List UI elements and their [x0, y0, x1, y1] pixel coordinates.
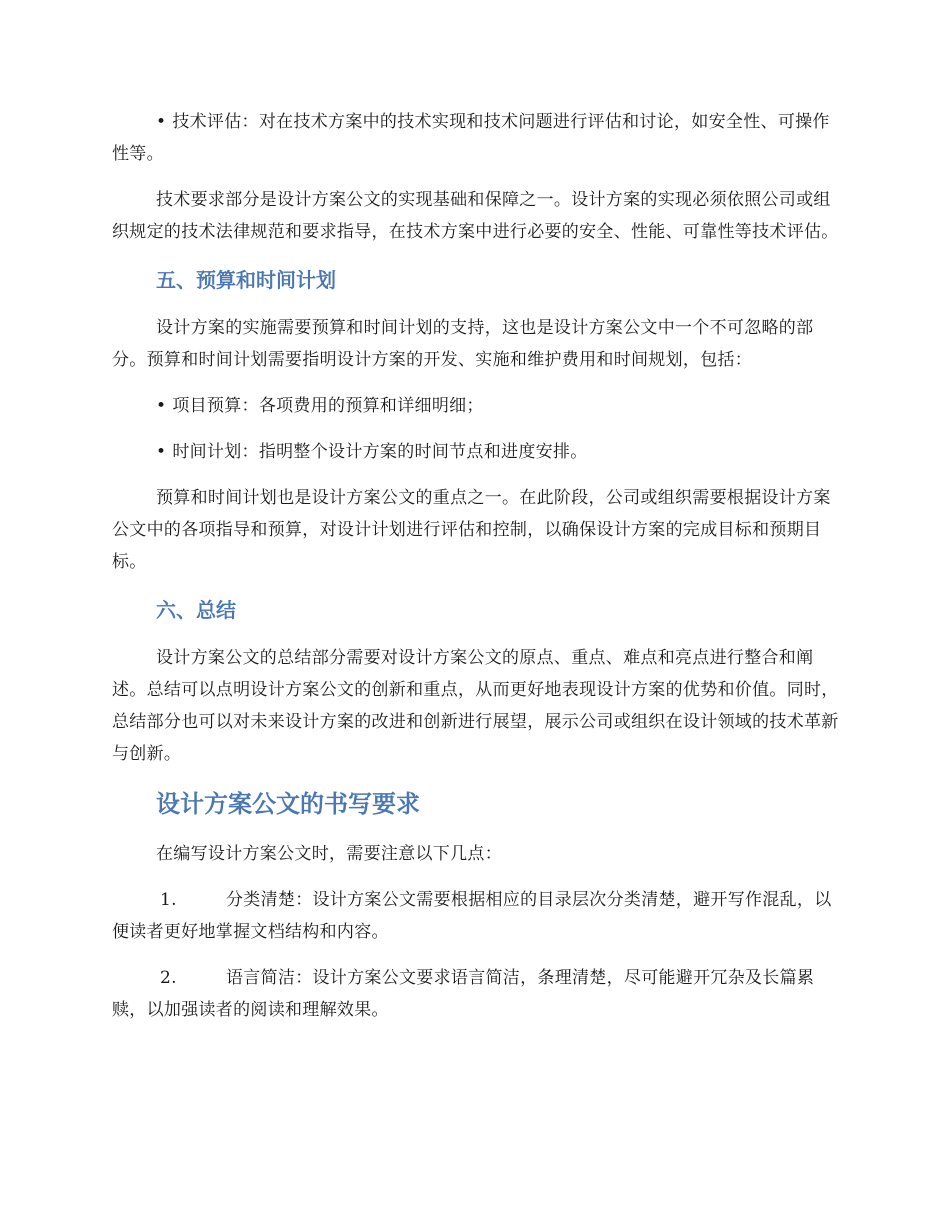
bullet-text: 时间计划：指明整个设计方案的时间节点和进度安排。 — [172, 442, 588, 462]
item-number: 2. — [160, 968, 177, 988]
section-heading-budget-schedule: 五、预算和时间计划 — [156, 268, 336, 292]
chapter-heading-writing-requirements: 设计方案公文的书写要求 — [156, 790, 420, 818]
bullet-text: 技术评估：对在技术方案中的技术实现和技术问题进行评估和讨论，如安全性、可操作性等。 — [112, 112, 830, 164]
numbered-item-classification — [112, 884, 842, 948]
item-text: 语言简洁：设计方案公文要求语言简洁，条理清楚，尽可能避开冗杂及长篇累赎，以加强读者的阅读和理解效果。 — [112, 968, 815, 1020]
bullet-project-budget — [112, 390, 842, 422]
numbered-item-language — [112, 962, 842, 1026]
bullet-time-plan — [112, 436, 842, 468]
bullet-text: 项目预算：各项费用的预算和详细明细； — [172, 396, 484, 416]
paragraph-writing-intro: 在编写设计方案公文时，需要注意以下几点： — [156, 844, 502, 864]
section-heading-summary: 六、总结 — [156, 598, 236, 622]
paragraph-budget-importance: 预算和时间计划也是设计方案公文的重点之一。在此阶段，公司或组织需要根据设计方案公文中的各项指导和预算，对设计计划进行评估和控制，以确保设计方案的完成目标和预期目标。 — [112, 488, 831, 572]
bullet-technical-evaluation — [112, 106, 842, 170]
bullet-dot: • — [156, 112, 167, 132]
bullet-dot: • — [156, 442, 167, 462]
bullet-dot: • — [156, 396, 167, 416]
paragraph-summary: 设计方案公文的总结部分需要对设计方案公文的原点、重点、难点和亮点进行整合和阐述。总结可以点明设计方案公文的创新和重点，从而更好地表现设计方案的优势和价值。同时，总结部分也可以对未来设计方案的改进和创新进行展望，展示公司或组织在设计领域的技术革新与创新。 — [112, 648, 839, 764]
paragraph-budget-intro: 设计方案的实施需要预算和时间计划的支持，这也是设计方案公文中一个不可忽略的部分。预算和时间计划需要指明设计方案的开发、实施和维护费用和时间规划，包括： — [112, 318, 814, 370]
item-text: 分类清楚：设计方案公文需要根据相应的目录层次分类清楚，避开写作混乱，以便读者更好地掌握文档结构和内容。 — [112, 890, 832, 942]
paragraph-technical-requirements: 技术要求部分是设计方案公文的实现基础和保障之一。设计方案的实现必须依照公司或组织规定的技术法律规范和要求指导，在技术方案中进行必要的安全、性能、可靠性等技术评估。 — [112, 190, 839, 242]
document-body — [112, 106, 842, 1040]
item-number: 1. — [160, 890, 177, 910]
